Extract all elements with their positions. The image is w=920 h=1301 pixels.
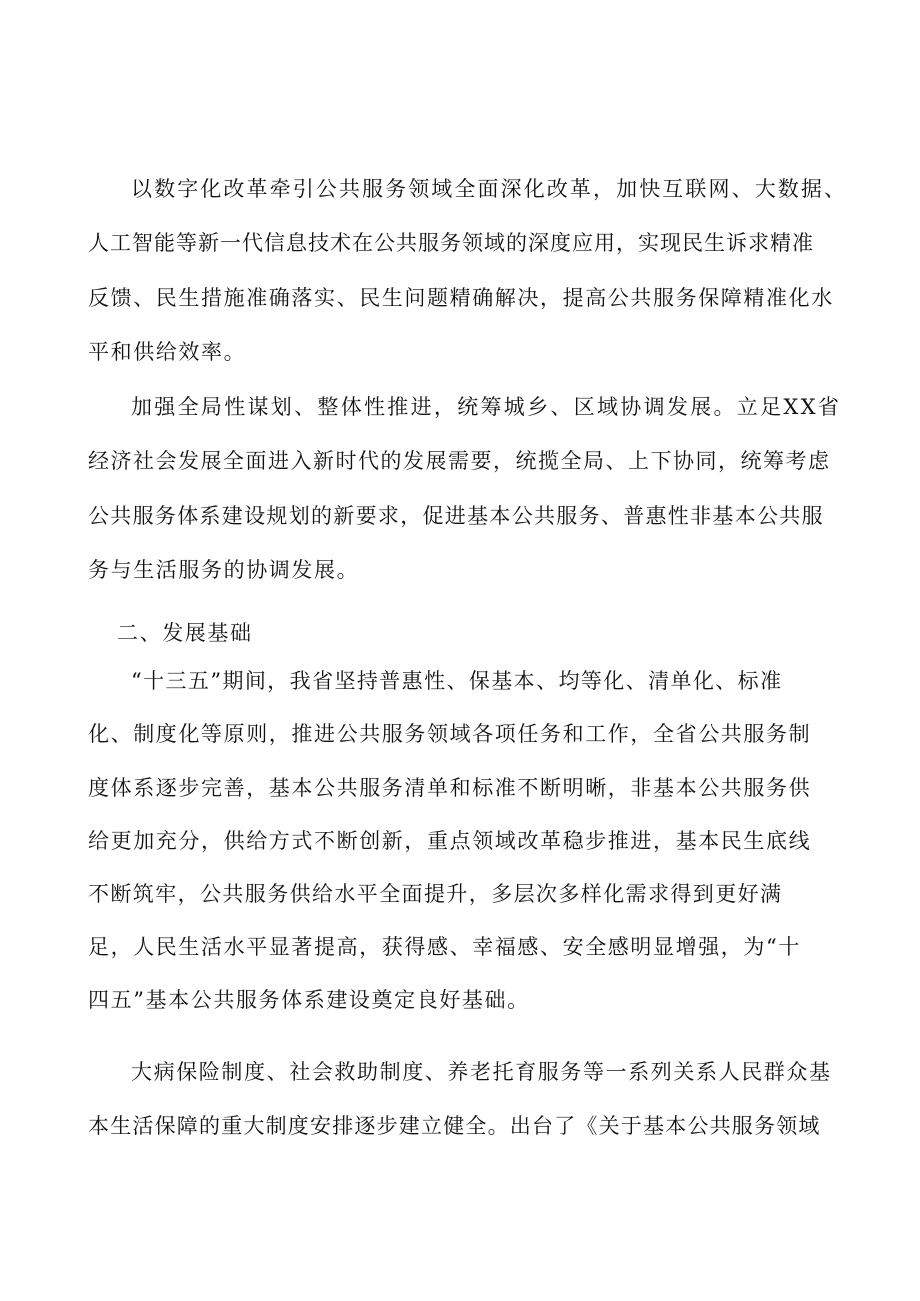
paragraph-line: 经济社会发展全面进入新时代的发展需要，统揽全局、上下协同，统筹考虑	[88, 449, 831, 473]
paragraph-line: 平和供给效率。	[88, 340, 247, 364]
paragraph-line: 不断筑牢，公共服务供给水平全面提升，多层次多样化需求得到更好满	[88, 882, 783, 906]
paragraph-line: “十三五”期间，我省坚持普惠性、保基本、均等化、清单化、标准	[131, 669, 783, 693]
paragraph-line: 四五”基本公共服务体系建设奠定良好基础。	[88, 988, 530, 1012]
paragraph-line: 足，人民生活水平显著提高，获得感、幸福感、安全感明显增强，为“十	[88, 935, 801, 959]
paragraph-line: 反馈、民生措施准确落实、民生问题精确解决，提高公共服务保障精准化水	[88, 286, 834, 310]
paragraph-line: 给更加充分，供给方式不断创新，重点领域改革稳步推进，基本民生底线	[88, 829, 812, 853]
section-heading: 二、发展基础	[117, 621, 253, 645]
paragraph-line: 大病保险制度、社会救助制度、养老托育服务等一系列关系人民群众基	[131, 1060, 832, 1084]
paragraph-line: 化、制度化等原则，推进公共服务领域各项任务和工作，全省公共服务制	[88, 722, 812, 746]
paragraph-line: 人工智能等新一代信息技术在公共服务领域的深度应用，实现民生诉求精准	[88, 231, 814, 255]
paragraph-line: 本生活保障的重大制度安排逐步建立健全。出台了《关于基本公共服务领域	[88, 1114, 821, 1138]
paragraph-line: 以数字化改革牵引公共服务领域全面深化改革，加快互联网、大数据、	[131, 177, 848, 201]
paragraph-line: 加强全局性谋划、整体性推进，统筹城乡、区域协调发展。立足XX省	[131, 395, 842, 419]
paragraph-line: 度体系逐步完善，基本公共服务清单和标准不断明晰，非基本公共服务供	[88, 776, 812, 800]
paragraph-line: 务与生活服务的协调发展。	[88, 558, 360, 582]
paragraph-line: 公共服务体系建设规划的新要求，促进基本公共服务、普惠性非基本公共服	[88, 504, 824, 528]
